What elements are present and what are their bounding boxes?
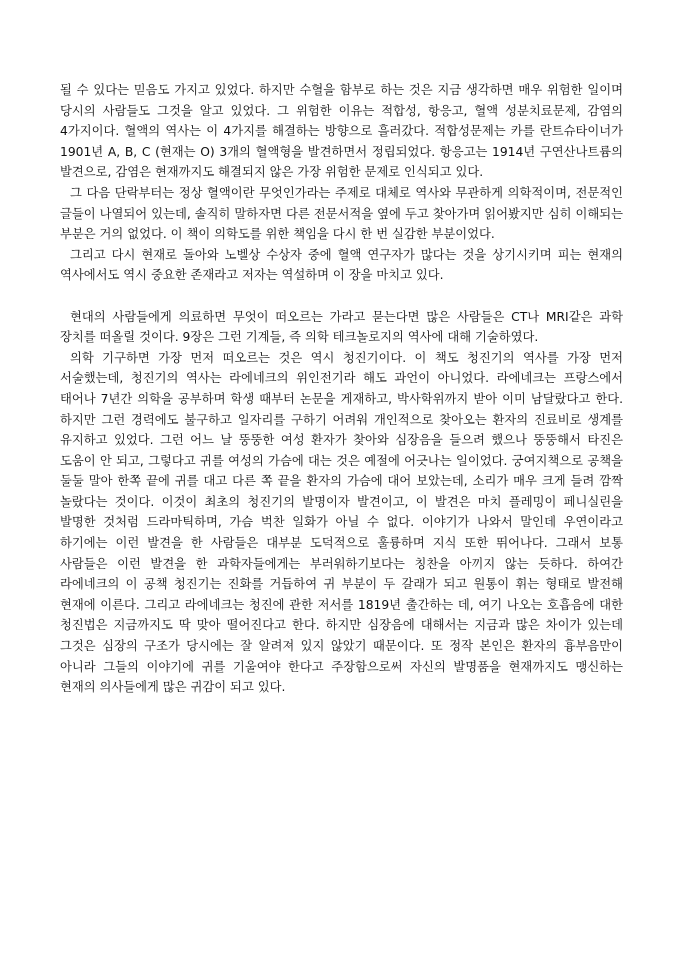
paragraph-medical-technology: 현대의 사람들에게 의료하면 무엇이 떠오르는 가라고 묻는다면 많은 사람들은 CT나 MRI같은 과학 장치를 떠올릴 것이다. 9장은 그런 기계들, 즉 의학 테크놀로지의 역사에 대해 기술하였다. [60,309,623,345]
paragraph-stethoscope: 의학 기구하면 가장 먼저 떠오르는 것은 역시 청진기이다. 이 책도 청진기의 역사를 가장 먼저 서술했는데, 청진기의 역사는 라에네크의 위인전기라 해도 과언이 아니었다. 라에네크는 프랑스에서 태어나 7년간 의학을 공부하며 학생 때부터 논문을 게재하고, 박사학위까지 받아 이미 남달랐다고 한다. 하지만 그런 경력에도 불구하고 일자리를 구하기 어려워 개인적으로 찾아오는 환자의 진료비로 생계를 유지하고 있었다. 그런 어느 날 뚱뚱한 여성 환자가 찾아와 심장음을 들으려 했으나 뚱뚱해서 타진은 도움이 안 되고, 그렇다고 귀를 여성의 가슴에 대는 것은 예절에 어긋나는 일이었다. 궁여지책으로 공책을 둘둘 말아 한쪽 끝에 귀를 대고 다른 쪽 끝을 환자의 가슴에 대어 보았는데, 소리가 매우 크게 들려 깜짝 놀랐다는 것이다. 이것이 최초의 청진기의 발명이자 발견이고, 이 발견은 마치 플레밍이 페니실린을 발명한 것처럼 드라마틱하며, 가슴 벅찬 일화가 아닐 수 없다. 이야기가 나와서 말인데 우연이라고 하기에는 이런 발견을 한 사람들은 대부분 도덕적으로 훌륭하며 지식 또한 뛰어나다. 그래서 보통 사람들은 이런 발견을 한 과학자들에게는 부러워하기보다는 칭찬을 아끼지 않는 듯하다. 하여간 라에네크의 이 공책 청진기는 진화를 거듭하여 귀 부분이 두 갈래가 되고 원통이 휘는 형태로 발전해 현재에 이른다. 그리고 라에네크는 청진에 관한 저서를 1819년 출간하는 데, 여기 나오는 호흡음에 대한 청진법은 지금까지도 딱 맞아 떨어진다고 한다. 하지만 심장음에 대해서는 지금과 많은 차이가 있는데 그것은 심장의 구조가 당시에는 잘 알려져 있지 않았기 때문이다. 또 정작 본인은 환자의 흉부음만이 아니라 그들의 이야기에 귀를 기울여야 한다고 주장함으로써 자신의 발명품을 현재까지도 맹신하는 현재의 의사들에게 많은 귀감이 되고 있다. [60,350,623,695]
paragraph-gap [60,286,623,307]
document-page [60,80,623,698]
paragraph-blood-risks: 될 수 있다는 믿음도 가지고 있었다. 하지만 수혈을 함부로 하는 것은 지금 생각하면 매우 위험한 일이며 당시의 사람들도 그것을 알고 있었다. 그 위험한 이유는 적합성, 항응고, 혈액 성분치료문제, 감염의 4가지이다. 혈액의 역사는 이 4가지를 해결하는 방향으로 흘러갔다. 적합성문제는 카를 란트슈타이너가 1901년 A, B, C (현재는 O) 3개의 혈액형을 발견하면서 정립되었다. 항응고는 1914년 구연산나트륨의 발견으로, 감염은 현재까지도 해결되지 않은 가장 위험한 문제로 인식되고 있다. [60,83,623,180]
paragraph-normal-blood: 그 다음 단락부터는 정상 혈액이란 무엇인가라는 주제로 대체로 역사와 무관하게 의학적이며, 전문적인 글들이 나열되어 있는데, 솔직히 말하자면 다른 전문서적을 옆에 두고 찾아가며 읽어봤지만 심히 이해되는 부분은 거의 없었다. 이 책이 의학도를 위한 책임을 다시 한 번 실감한 부분이었다. [60,185,623,242]
paragraph-nobel: 그리고 다시 현재로 돌아와 노벨상 수상자 중에 혈액 연구자가 많다는 것을 상기시키며 피는 현재의 역사에서도 역시 중요한 존재라고 저자는 역설하며 이 장을 마치고 있다. [60,247,623,283]
